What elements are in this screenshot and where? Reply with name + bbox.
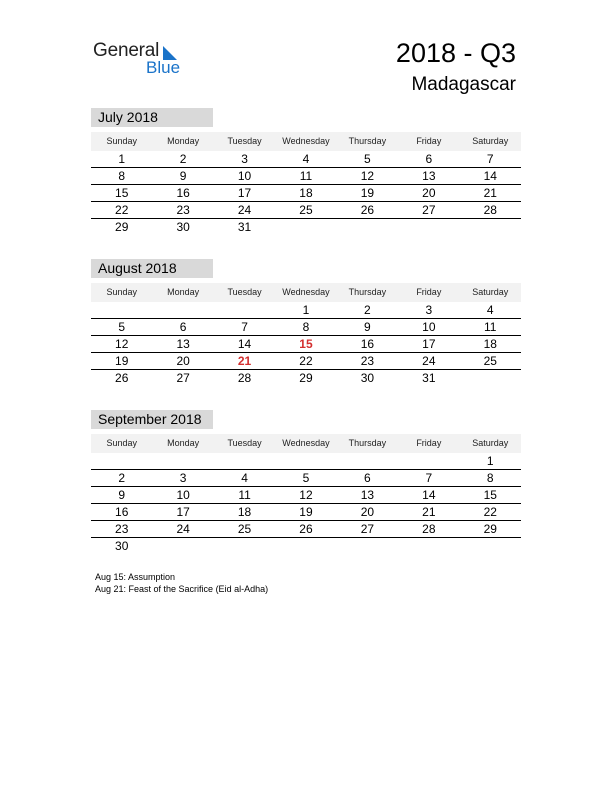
day-cell: 9 bbox=[364, 320, 371, 334]
weekday-label: Tuesday bbox=[227, 136, 262, 146]
day-cell: 1 bbox=[118, 152, 126, 166]
day-cell: 23 bbox=[360, 354, 375, 368]
day-cell: 28 bbox=[237, 371, 252, 385]
day-cell bbox=[460, 219, 521, 235]
day-cell: 10 bbox=[237, 169, 252, 183]
weekday-label: Saturday bbox=[472, 287, 509, 297]
week-row bbox=[91, 202, 521, 219]
day-cell: 24 bbox=[176, 522, 190, 536]
day-cell: 4 bbox=[302, 152, 310, 166]
day-cell: 15 bbox=[299, 337, 313, 351]
week-row bbox=[91, 151, 521, 168]
holiday-note: Aug 15: Assumption bbox=[95, 572, 176, 582]
week-row bbox=[91, 336, 521, 353]
month-label: August 2018 bbox=[91, 259, 213, 278]
day-cell: 14 bbox=[237, 337, 252, 351]
month-august bbox=[91, 259, 521, 386]
day-cell: 11 bbox=[484, 320, 497, 334]
day-cell bbox=[152, 453, 213, 469]
day-cell bbox=[398, 538, 459, 554]
day-cell: 19 bbox=[115, 354, 129, 368]
week-row bbox=[91, 302, 521, 319]
day-cell: 30 bbox=[115, 539, 129, 553]
week-row bbox=[91, 538, 521, 554]
holiday-notes bbox=[95, 571, 268, 595]
day-cell: 4 bbox=[486, 303, 494, 317]
weekday-label: Wednesday bbox=[282, 438, 330, 448]
day-cell: 10 bbox=[422, 320, 436, 334]
weekday-label: Thursday bbox=[348, 136, 387, 146]
week-row bbox=[91, 504, 521, 521]
day-cell: 5 bbox=[118, 320, 126, 334]
weekday-label: Sunday bbox=[106, 136, 137, 146]
week-row bbox=[91, 470, 521, 487]
day-cell: 7 bbox=[241, 320, 248, 334]
day-cell: 11 bbox=[299, 169, 313, 183]
day-cell: 3 bbox=[179, 471, 187, 485]
week-row bbox=[91, 319, 521, 336]
weekday-label: Monday bbox=[167, 287, 200, 297]
weekday-label: Thursday bbox=[348, 438, 387, 448]
day-cell: 6 bbox=[425, 152, 433, 166]
day-cell bbox=[337, 538, 398, 554]
day-cell bbox=[275, 538, 336, 554]
day-cell: 13 bbox=[360, 488, 375, 502]
day-cell: 25 bbox=[483, 354, 497, 368]
day-cell bbox=[275, 219, 336, 235]
weekday-header bbox=[91, 434, 521, 453]
weekday-label: Tuesday bbox=[227, 287, 262, 297]
day-cell: 21 bbox=[237, 354, 252, 368]
week-row bbox=[91, 353, 521, 370]
weekday-label: Thursday bbox=[348, 287, 387, 297]
day-cell: 23 bbox=[176, 203, 190, 217]
day-cell: 3 bbox=[241, 152, 248, 166]
day-cell: 31 bbox=[237, 220, 252, 234]
day-cell: 29 bbox=[299, 371, 313, 385]
generalblue-logo bbox=[93, 40, 203, 80]
month-label: July 2018 bbox=[91, 108, 213, 127]
day-cell: 2 bbox=[179, 152, 187, 166]
weekday-label: Monday bbox=[167, 136, 200, 146]
day-cell: 8 bbox=[302, 320, 310, 334]
holiday-note: Aug 21: Feast of the Sacrifice (Eid al-Adha) bbox=[95, 584, 269, 594]
day-cell: 28 bbox=[422, 522, 436, 536]
day-cell: 26 bbox=[115, 371, 129, 385]
day-cell: 30 bbox=[360, 371, 375, 385]
day-cell: 8 bbox=[486, 471, 494, 485]
day-cell: 19 bbox=[299, 505, 313, 519]
week-row bbox=[91, 185, 521, 202]
day-cell: 2 bbox=[364, 303, 371, 317]
day-cell: 23 bbox=[115, 522, 129, 536]
week-row bbox=[91, 370, 521, 386]
weekday-header bbox=[91, 132, 521, 151]
day-cell: 12 bbox=[299, 488, 313, 502]
day-cell bbox=[275, 453, 336, 469]
day-cell: 5 bbox=[364, 152, 371, 166]
day-cell: 27 bbox=[422, 203, 436, 217]
day-cell: 9 bbox=[118, 488, 126, 502]
day-cell bbox=[460, 538, 521, 554]
country-name: Madagascar bbox=[411, 74, 516, 95]
day-cell: 17 bbox=[176, 505, 190, 519]
weekday-label: Monday bbox=[167, 438, 200, 448]
day-cell: 28 bbox=[483, 203, 497, 217]
day-cell: 18 bbox=[299, 186, 313, 200]
day-cell: 30 bbox=[176, 220, 190, 234]
day-cell: 27 bbox=[360, 522, 375, 536]
day-cell: 17 bbox=[422, 337, 436, 351]
day-cell: 26 bbox=[299, 522, 313, 536]
day-cell: 21 bbox=[483, 186, 497, 200]
day-cell: 25 bbox=[299, 203, 313, 217]
day-cell: 1 bbox=[302, 303, 310, 317]
weekday-label: Friday bbox=[416, 287, 442, 297]
weekday-label: Saturday bbox=[472, 136, 509, 146]
day-cell: 24 bbox=[422, 354, 436, 368]
day-cell: 22 bbox=[299, 354, 313, 368]
day-cell: 18 bbox=[237, 505, 252, 519]
day-cell: 22 bbox=[115, 203, 129, 217]
day-cell: 1 bbox=[486, 454, 494, 468]
day-cell: 9 bbox=[179, 169, 187, 183]
day-cell bbox=[91, 453, 152, 469]
day-cell: 19 bbox=[360, 186, 375, 200]
week-row bbox=[91, 453, 521, 470]
day-cell bbox=[214, 453, 275, 469]
day-cell: 24 bbox=[237, 203, 252, 217]
logo-text-blue: Blue bbox=[146, 58, 181, 77]
day-cell bbox=[398, 219, 459, 235]
day-cell bbox=[460, 370, 521, 386]
day-cell: 11 bbox=[238, 488, 251, 502]
day-cell: 15 bbox=[483, 488, 497, 502]
day-cell: 16 bbox=[115, 505, 129, 519]
day-cell: 29 bbox=[483, 522, 497, 536]
day-cell: 7 bbox=[486, 152, 494, 166]
weekday-header bbox=[91, 283, 521, 302]
day-cell: 18 bbox=[483, 337, 497, 351]
weekday-label: Sunday bbox=[106, 287, 137, 297]
logo-text-general: General bbox=[93, 40, 160, 61]
day-cell: 5 bbox=[302, 471, 310, 485]
day-cell: 31 bbox=[422, 371, 436, 385]
day-cell: 2 bbox=[118, 471, 126, 485]
day-cell: 17 bbox=[237, 186, 252, 200]
day-cell: 6 bbox=[364, 471, 371, 485]
day-cell: 4 bbox=[241, 471, 248, 485]
day-cell: 10 bbox=[176, 488, 190, 502]
day-cell: 14 bbox=[483, 169, 497, 183]
day-cell: 20 bbox=[360, 505, 375, 519]
week-row bbox=[91, 219, 521, 235]
month-september bbox=[91, 410, 521, 554]
day-cell: 14 bbox=[422, 488, 436, 502]
page-title: 2018 - Q3 bbox=[395, 38, 516, 68]
day-cell: 12 bbox=[360, 169, 375, 183]
day-cell: 8 bbox=[118, 169, 126, 183]
day-cell: 12 bbox=[115, 337, 129, 351]
day-cell bbox=[214, 538, 275, 554]
day-cell: 20 bbox=[422, 186, 436, 200]
day-cell: 16 bbox=[176, 186, 190, 200]
weekday-label: Tuesday bbox=[227, 438, 262, 448]
week-row bbox=[91, 487, 521, 504]
day-cell: 26 bbox=[360, 203, 375, 217]
day-cell: 16 bbox=[360, 337, 375, 351]
weekday-label: Wednesday bbox=[282, 136, 330, 146]
day-cell bbox=[398, 453, 459, 469]
day-cell: 6 bbox=[179, 320, 187, 334]
day-cell: 20 bbox=[176, 354, 190, 368]
weekday-label: Sunday bbox=[106, 438, 137, 448]
weekday-label: Saturday bbox=[472, 438, 509, 448]
day-cell: 13 bbox=[422, 169, 436, 183]
weekday-label: Friday bbox=[416, 136, 442, 146]
day-cell bbox=[214, 302, 275, 318]
day-cell: 3 bbox=[425, 303, 433, 317]
day-cell: 27 bbox=[176, 371, 190, 385]
day-cell: 29 bbox=[115, 220, 129, 234]
month-label: September 2018 bbox=[91, 410, 213, 429]
day-cell: 22 bbox=[483, 505, 497, 519]
week-row bbox=[91, 521, 521, 538]
month-july bbox=[91, 108, 521, 235]
week-row bbox=[91, 168, 521, 185]
weekday-label: Wednesday bbox=[282, 287, 330, 297]
day-cell bbox=[91, 302, 152, 318]
day-cell bbox=[337, 453, 398, 469]
weekday-label: Friday bbox=[416, 438, 442, 448]
day-cell bbox=[152, 302, 213, 318]
day-cell: 15 bbox=[115, 186, 129, 200]
day-cell: 13 bbox=[176, 337, 190, 351]
day-cell bbox=[152, 538, 213, 554]
day-cell bbox=[337, 219, 398, 235]
day-cell: 21 bbox=[422, 505, 436, 519]
day-cell: 25 bbox=[237, 522, 252, 536]
day-cell: 7 bbox=[425, 471, 433, 485]
